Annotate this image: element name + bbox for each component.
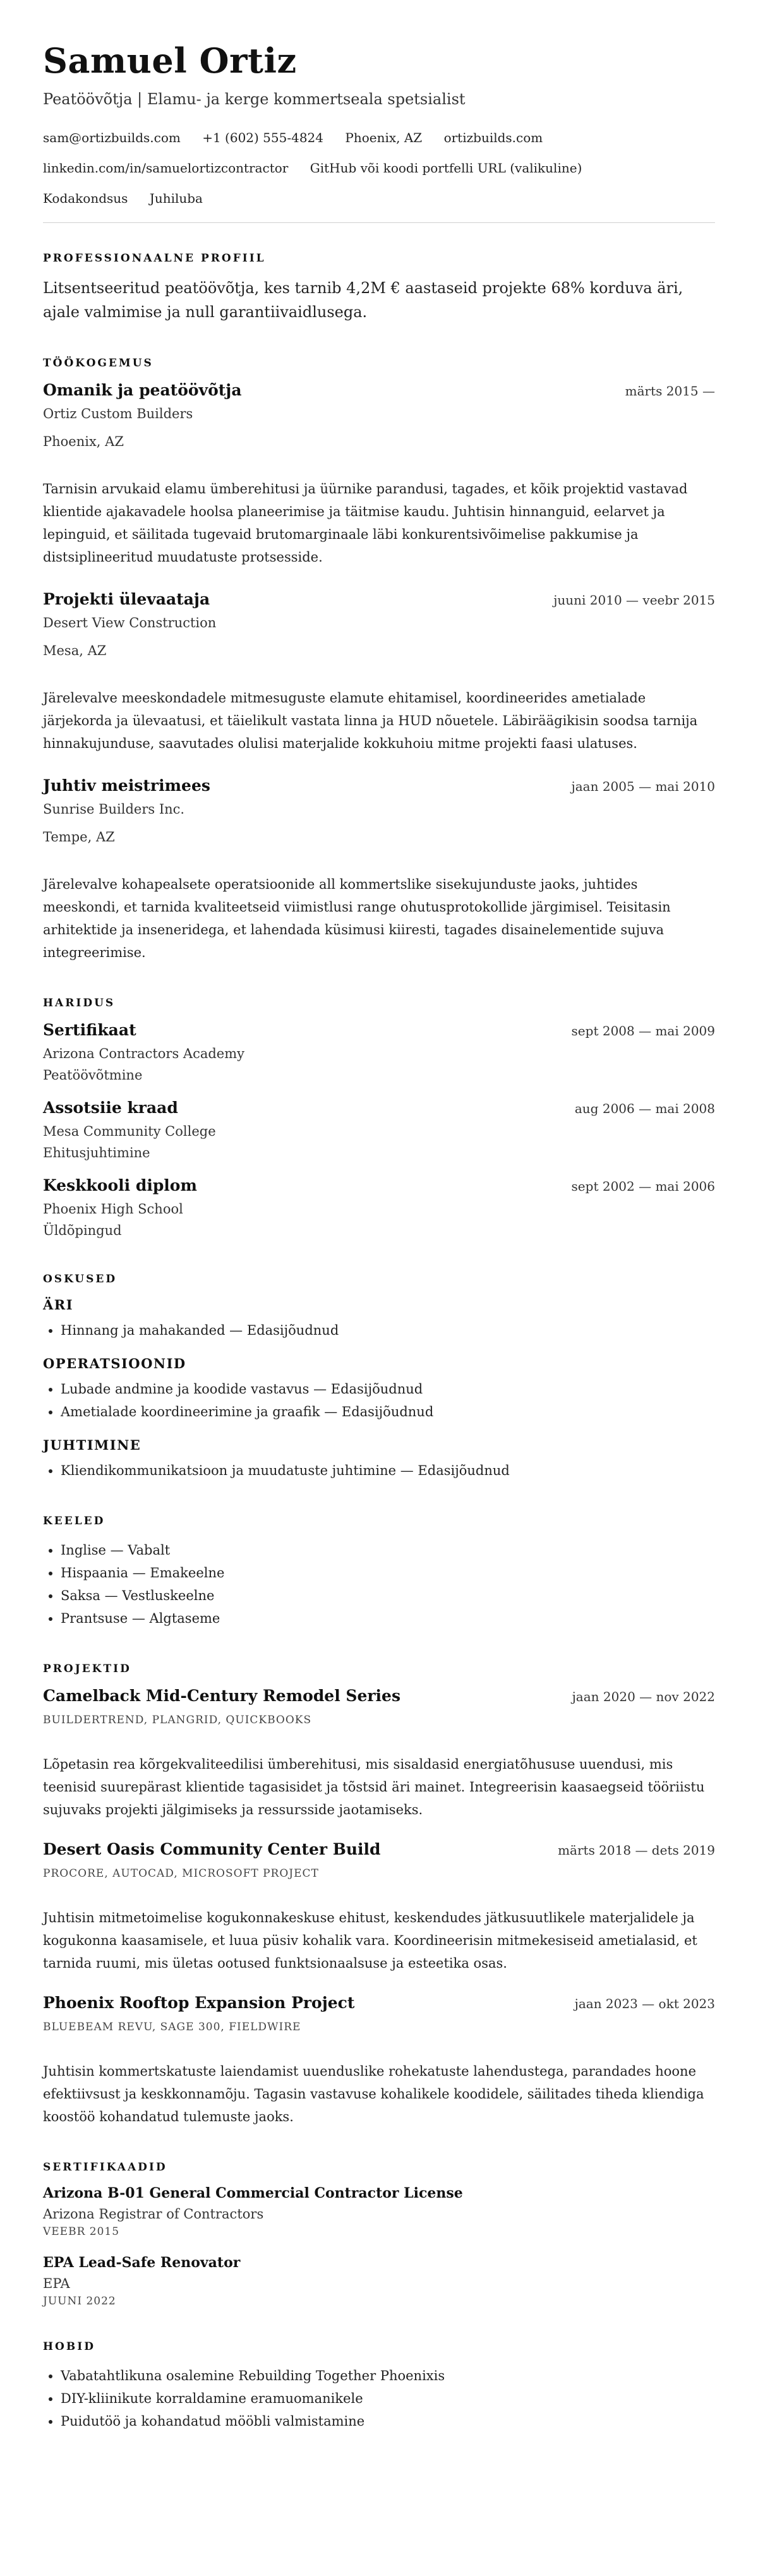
job-company: Ortiz Custom Builders bbox=[43, 406, 193, 421]
project-tools: BLUEBEAM REVU, SAGE 300, FIELDWIRE bbox=[43, 2021, 301, 2033]
job-company: Sunrise Builders Inc. bbox=[43, 802, 185, 817]
job-description: Järelevalve meeskondadele mitmesuguste elamute ehitamisel, koordineerides ametialade järjekorda ja ülevaatusi, et täielikult vastata linna ja HUD nõuetele. Läbiräägikisin soodsa tarnija hinnakujunduse, saavutades olulisi materjalide kokkuhoiu mitme projekti faasi ulatuses. bbox=[43, 690, 698, 751]
language-item: • Prantsuse — Algtaseme bbox=[61, 1607, 715, 1630]
hobby-item: • Puidutöö ja kohandatud mööbli valmistamine bbox=[61, 2410, 715, 2433]
languages-section-title: KEELED bbox=[43, 1515, 105, 1527]
skill-list bbox=[43, 1378, 715, 1423]
project-entry bbox=[43, 1994, 715, 2128]
project-name: Camelback Mid-Century Remodel Series bbox=[43, 1687, 401, 1705]
project-tools: BUILDERTREND, PLANGRID, QUICKBOOKS bbox=[43, 1714, 312, 1726]
degree-title: Sertifikaat bbox=[43, 1021, 136, 1039]
field-of-study: Peatöövõtmine bbox=[43, 1068, 143, 1083]
school-name: Mesa Community College bbox=[43, 1124, 216, 1139]
project-name: Desert Oasis Community Center Build bbox=[43, 1840, 381, 1858]
skill-item: • Ametialade koordineerimine ja graafik — Edasijõudnud bbox=[61, 1400, 715, 1423]
phone-text: +1 (602) 555-4824 bbox=[202, 130, 324, 145]
candidate-name: Samuel Ortiz bbox=[43, 40, 297, 81]
language-item: • Hispaania — Emakeelne bbox=[61, 1562, 715, 1584]
job-company: Desert View Construction bbox=[43, 615, 217, 630]
education-entry bbox=[43, 1021, 715, 1085]
project-description: Juhtisin kommertskatuste laiendamist uuenduslike rohekatuste lahendustega, parandades hoone efektiivsust ja keskkonnamõju. Tagasin vastavuse kohalikele koodidele, säilitades tiheda kliendiga koostöö kohandatud tulemuste jaoks. bbox=[43, 2064, 704, 2124]
contact-row-2 bbox=[43, 153, 715, 183]
hobby-list bbox=[43, 2364, 715, 2433]
skill-list bbox=[43, 1319, 715, 1342]
job-description: Tarnisin arvukaid elamu ümberehitusi ja üürnike parandusi, tagades, et kõik projektid vastavad klientide ajakavadele hoolsa planeerimise ja täitmise kaudu. Juhtisin hinnanguid, eelarvet ja lepinguid, et säilitada tugevaid brutomarginaale läbi konkurentsivõimelise pakkumise ja distsiplineeritud muudatuste protsesside. bbox=[43, 481, 688, 565]
experience-entry bbox=[43, 381, 715, 569]
education-date: aug 2006 — mai 2008 bbox=[574, 1101, 715, 1116]
certifications-section-title: SERTIFIKAADID bbox=[43, 2161, 167, 2174]
job-location: Phoenix, AZ bbox=[43, 434, 124, 449]
contact-info bbox=[43, 123, 715, 214]
location-text: Phoenix, AZ bbox=[345, 130, 423, 145]
profile-section-title: PROFESSIONAALNE PROFIIL bbox=[43, 252, 266, 265]
project-description: Lõpetasin rea kõrgekvaliteedilisi ümberehitusi, mis sisaldasid energiatõhususe uuendusi, mis teenisid suurepärast klientide tagasisidet ja tõstsid äri mainet. Integreerisin kaasaegseid tööriistu sujuvaks projekti jälgimiseks ja ressursside jaotamiseks. bbox=[43, 1757, 705, 1817]
school-name: Phoenix High School bbox=[43, 1201, 183, 1217]
project-tools: PROCORE, AUTOCAD, MICROSOFT PROJECT bbox=[43, 1867, 319, 1880]
linkedin-link[interactable]: linkedin.com/in/samuelortizcontractor bbox=[43, 160, 289, 176]
hobbies-section-title: HOBID bbox=[43, 2340, 95, 2353]
field-of-study: Ehitusjuhtimine bbox=[43, 1145, 150, 1160]
project-date: jaan 2023 — okt 2023 bbox=[574, 1996, 715, 2011]
education-entry bbox=[43, 1098, 715, 1162]
project-date: märts 2018 — dets 2019 bbox=[558, 1843, 715, 1858]
job-description: Järelevalve kohapealsete operatsioonide all kommertslike sisekujunduste jaoks, juhtides meeskondi, et tarnida kvaliteetseid viimistlusi range ohutusprotokollide järgimisel. Teisitasin arhitektide ja inseneridega, et lahendada küsimusi kiiresti, tagades disainelementide sujuva integreerimise. bbox=[43, 877, 671, 960]
language-item: • Saksa — Vestluskeelne bbox=[61, 1584, 715, 1607]
certification-issuer: EPA bbox=[43, 2276, 70, 2291]
language-item: • Inglise — Vabalt bbox=[61, 1539, 715, 1562]
header-divider bbox=[43, 222, 715, 223]
projects-section-title: PROJEKTID bbox=[43, 1663, 131, 1675]
job-title: Omanik ja peatöövõtja bbox=[43, 381, 242, 399]
job-date: jaan 2005 — mai 2010 bbox=[571, 779, 715, 794]
education-date: sept 2008 — mai 2009 bbox=[571, 1023, 715, 1038]
skills-section-title: OSKUSED bbox=[43, 1273, 117, 1285]
job-date: märts 2015 — bbox=[625, 383, 715, 399]
contact-row-1 bbox=[43, 123, 715, 153]
skill-item: • Hinnang ja mahakanded — Edasijõudnud bbox=[61, 1319, 715, 1342]
field-of-study: Üldõpingud bbox=[43, 1223, 122, 1238]
skill-list bbox=[43, 1459, 715, 1482]
skill-item: • Lubade andmine ja koodide vastavus — Edasijõudnud bbox=[61, 1378, 715, 1400]
project-description: Juhtisin mitmetoimelise kogukonnakeskuse ehitust, keskendudes jätkusuutlikele materjalidele ja kogukonna kaasamisele, et luua püsiv kohalik vara. Koordineerisin mitmekesiseid ametialasid, et tarnida ruumi, mis ületas ootused funktsionaalsuse ja esteetika osas. bbox=[43, 1910, 697, 1971]
hobby-item: • Vabatahtlikuna osalemine Rebuilding Together Phoenixis bbox=[61, 2364, 715, 2387]
skill-group-title: OPERATSIOONID bbox=[43, 1356, 186, 1371]
job-location: Tempe, AZ bbox=[43, 829, 115, 845]
experience-section-title: TÖÖKOGEMUS bbox=[43, 357, 153, 370]
project-entry bbox=[43, 1687, 715, 1821]
certification-date: VEEBR 2015 bbox=[43, 2225, 120, 2238]
job-title: Projekti ülevaataja bbox=[43, 590, 210, 608]
skill-group-title: ÄRI bbox=[43, 1297, 74, 1313]
hobby-item: • DIY-kliinikute korraldamine eramuomanikele bbox=[61, 2387, 715, 2410]
education-date: sept 2002 — mai 2006 bbox=[571, 1179, 715, 1194]
experience-entry bbox=[43, 590, 715, 755]
certification-entry bbox=[43, 2254, 715, 2308]
certification-date: JUUNI 2022 bbox=[43, 2295, 116, 2308]
certification-name: EPA Lead-Safe Renovator bbox=[43, 2254, 241, 2271]
job-title: Juhtiv meistrimees bbox=[43, 776, 210, 795]
license-text: Juhiluba bbox=[149, 191, 203, 206]
certification-entry bbox=[43, 2185, 715, 2238]
education-entry bbox=[43, 1176, 715, 1240]
degree-title: Keskkooli diplom bbox=[43, 1176, 197, 1195]
project-date: jaan 2020 — nov 2022 bbox=[572, 1689, 715, 1704]
language-list bbox=[43, 1539, 715, 1630]
github-link[interactable]: GitHub või koodi portfelli URL (valikuline) bbox=[310, 160, 582, 176]
job-location: Mesa, AZ bbox=[43, 643, 107, 658]
profile-summary: Litsentseeritud peatöövõtja, kes tarnib 4,2M € aastaseid projekte 68% korduva äri, ajale valmimise ja null garantiivaidlusega. bbox=[43, 279, 683, 321]
project-entry bbox=[43, 1840, 715, 1975]
skill-item: • Kliendikommunikatsioon ja muudatuste juhtimine — Edasijõudnud bbox=[61, 1459, 715, 1482]
experience-entry bbox=[43, 776, 715, 964]
certification-name: Arizona B-01 General Commercial Contractor License bbox=[43, 2185, 463, 2201]
website-link[interactable]: ortizbuilds.com bbox=[443, 130, 543, 145]
candidate-headline: Peatöövõtja | Elamu- ja kerge kommertseala spetsialist bbox=[43, 90, 466, 108]
contact-row-3 bbox=[43, 183, 715, 214]
school-name: Arizona Contractors Academy bbox=[43, 1046, 245, 1061]
email-link[interactable]: sam@ortizbuilds.com bbox=[43, 130, 181, 145]
degree-title: Assotsiie kraad bbox=[43, 1098, 178, 1117]
education-section-title: HARIDUS bbox=[43, 997, 116, 1009]
certification-issuer: Arizona Registrar of Contractors bbox=[43, 2206, 264, 2222]
job-date: juuni 2010 — veebr 2015 bbox=[553, 593, 715, 608]
skill-group-title: JUHTIMINE bbox=[43, 1437, 141, 1453]
project-name: Phoenix Rooftop Expansion Project bbox=[43, 1994, 355, 2012]
citizenship-text: Kodakondsus bbox=[43, 191, 128, 206]
